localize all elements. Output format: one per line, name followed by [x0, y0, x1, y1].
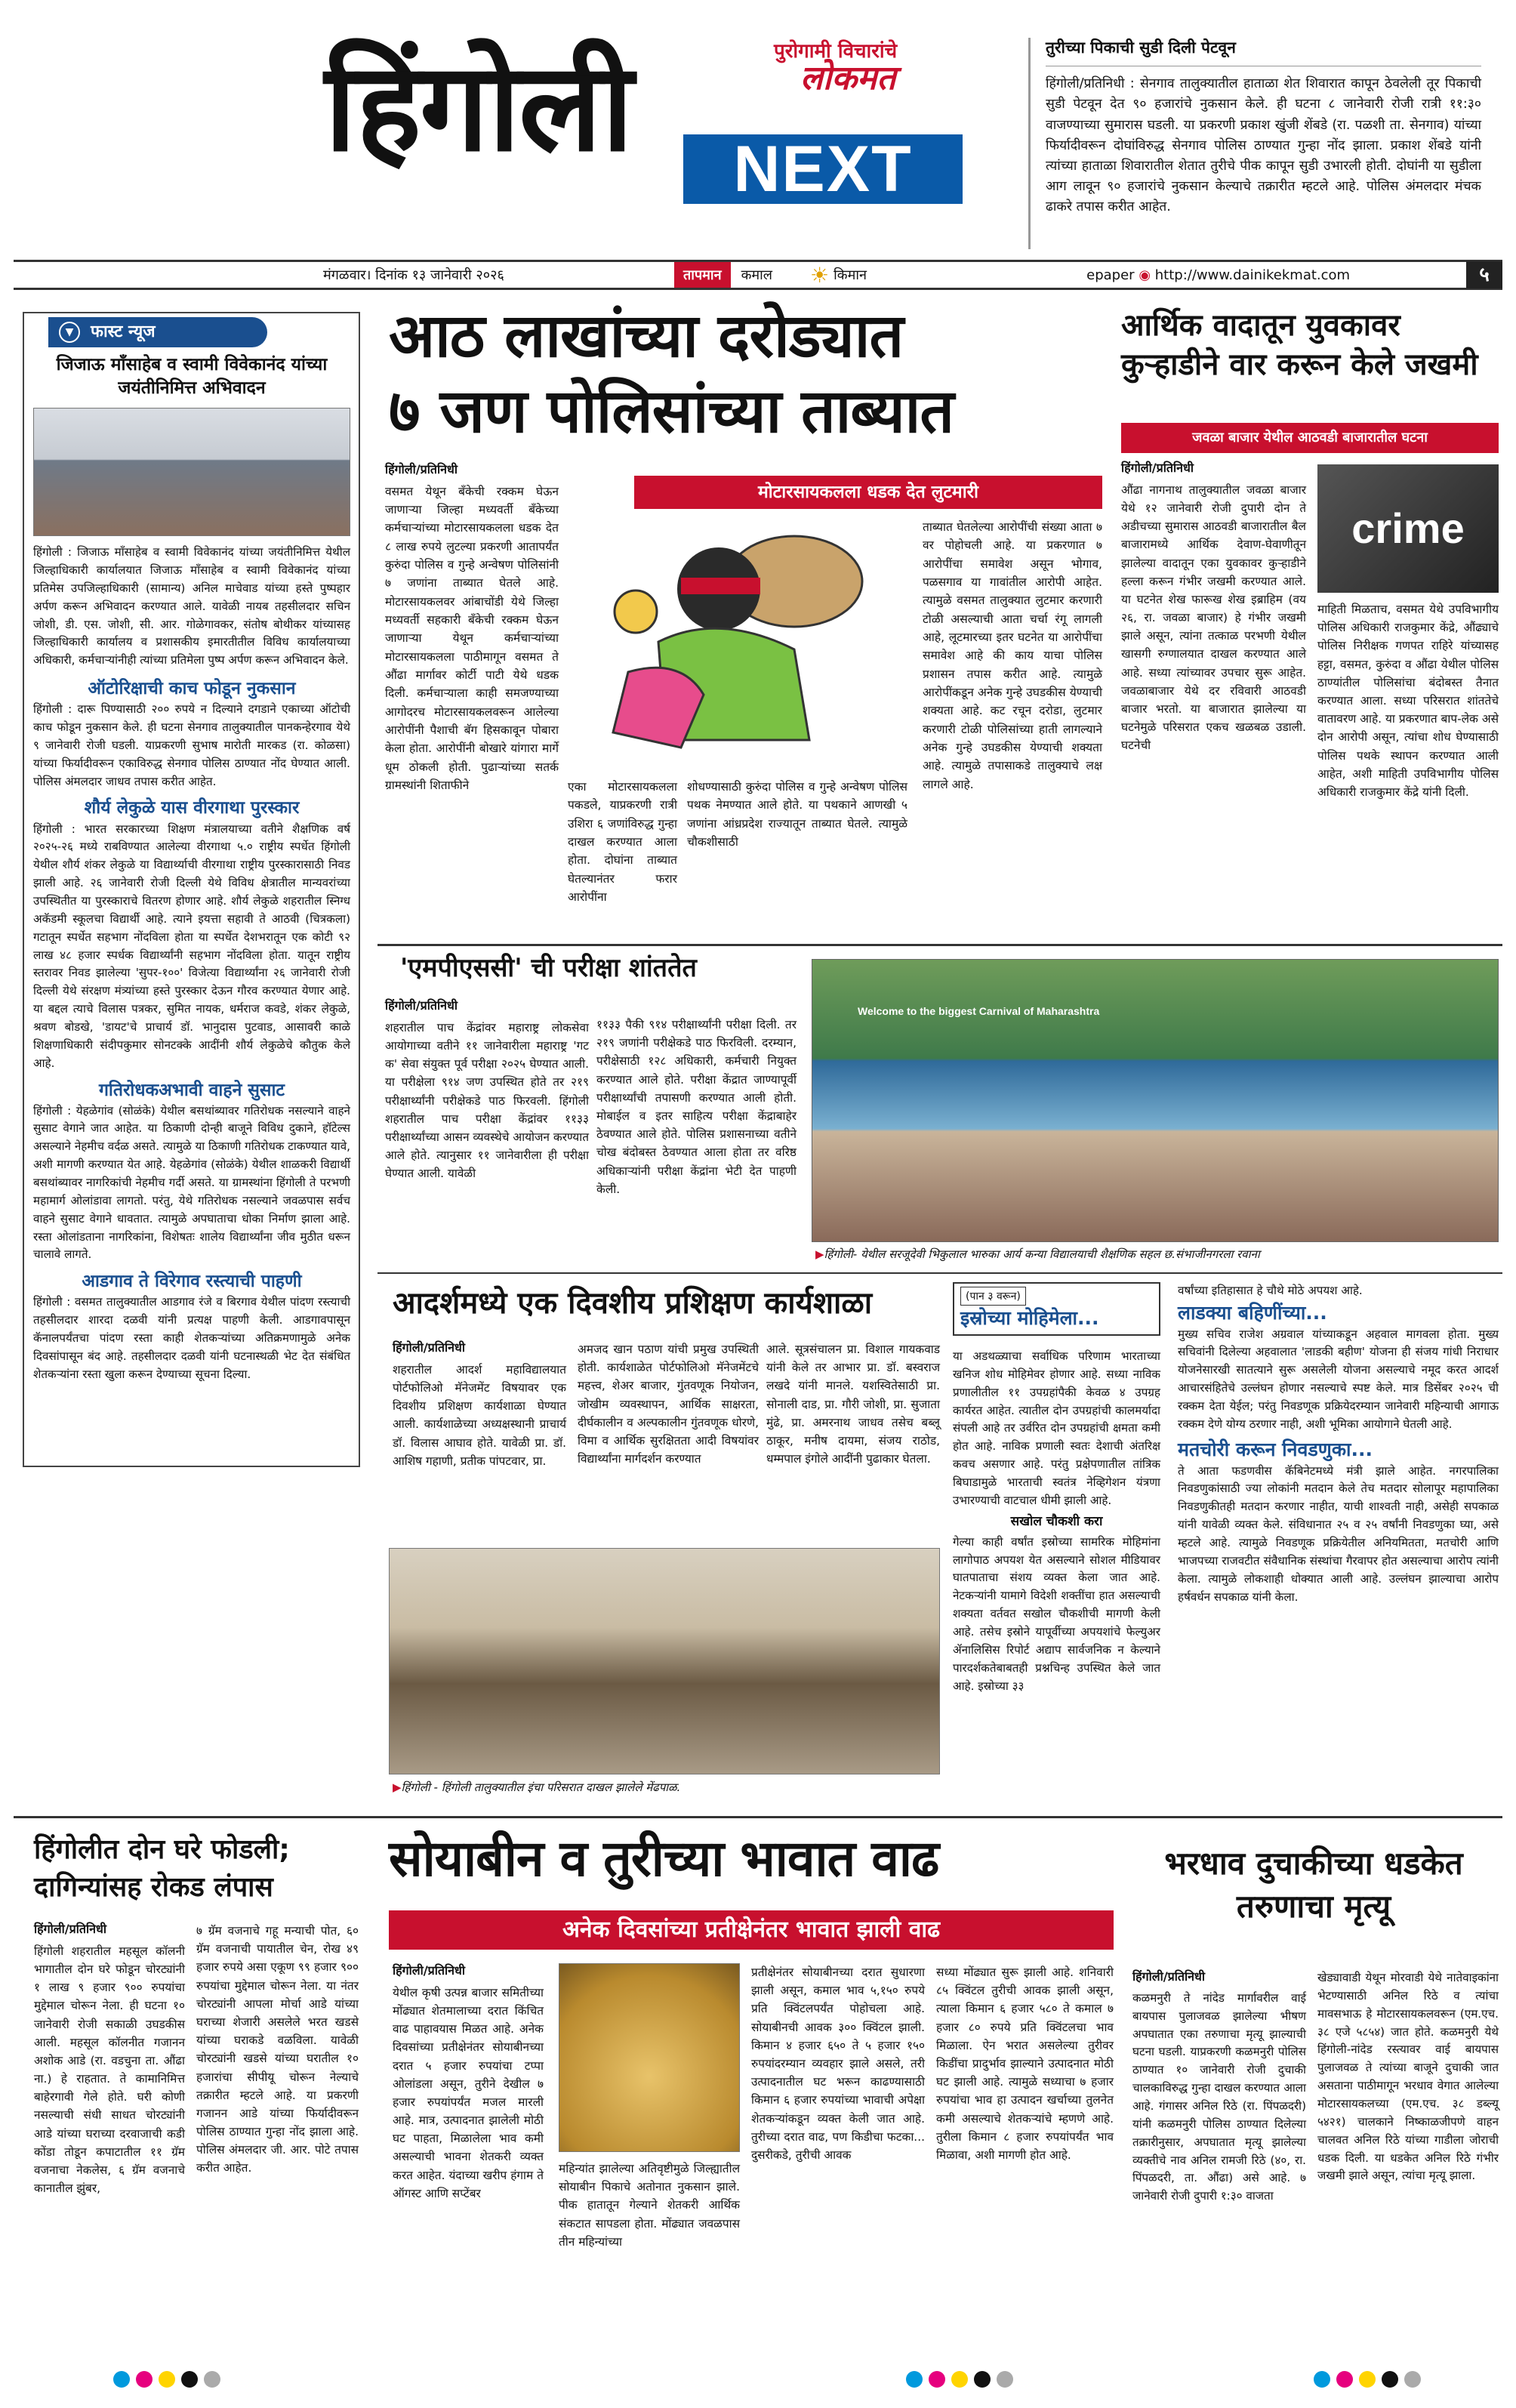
photo-banner-text: Welcome to the biggest Carnival of Maharashtra — [858, 1005, 1100, 1017]
reg-dot-grey — [204, 2371, 220, 2388]
fn-body-1: हिंगोली : जिजाऊ माँसाहेब व स्वामी विवेकानंद यांच्या जयंतीनिमित्त येथील जिल्हाधिकारी कार्यालयात जिजाऊ माँसाहेब व स्वामी विवेकानंद यांच्या प्रतिमेस उपजिल्हाधिकारी (सामान्य) अनिल माचेवाड यांच्या हस्ते पुष्पहार अर्पण करून अभिवादन करण्यात आले. यावेळी नायब तहसीलदार सचिन जोशी, डी. एस. जोशी, सी. आर. गोळेगावकर, संतोष बोथीकर यांच्यासह जिल्हाधिकारी कार्यालय व प्रशासकीय इमारतीतील विविध कार्यालयाच्या अधिकारी, कर्मचाऱ्यांनीही त्यांच्या प्रतिमेला पुष्प अर्पण करून अभिवादन केले. — [33, 545, 350, 668]
ladki-top-line: वर्षांच्या इतिहासात हे चौथे मोठे अपयश आहे. — [1178, 1284, 1363, 1297]
reg-dot-yellow-3 — [1359, 2371, 1376, 2388]
reg-dot-grey-3 — [1404, 2371, 1421, 2388]
sheep-herd-photo — [389, 1548, 940, 1774]
lead-body-4: ताब्यात घेतलेल्या आरोपींची संख्या आता ७ वर पोहोचली आहे. या प्रकरणात ७ आरोपींचा समावेश असून भोगाव, पळसगाव या गावांतील आरोपी आहेत. त्यामुळे वसमत तालुक्यात लुटमार करणारी टोळी असल्याची आता चर्चा रंगू लागली आहे, लूटमारच्या इतर घटनेत या आरोपींचा समावेश आहे की काय याचा पोलिस प्रशासन तपास करीत आहे. त्यामुळे आरोपींकडून अनेक गुन्हे उघडकीस येण्याची शक्यता आहे. कट रचून दरोडा, लुटमार करणारी टोळी पोलिसांच्या हाती लागल्याने अनेक गुन्हे उघडकीस येण्याची शक्यता आहे. त्यामुळे तपासाकडे तालुक्याचे लक्ष लागले आहे. — [923, 520, 1102, 791]
right1-byline: हिंगोली/प्रतिनिधी — [1121, 461, 1194, 475]
reg-dot-black-2 — [974, 2371, 991, 2388]
reg-dot-cyan-2 — [906, 2371, 923, 2388]
reg-dot-yellow-2 — [951, 2371, 968, 2388]
crime-photo: crime — [1317, 464, 1499, 593]
page-number: ५ — [1466, 261, 1502, 288]
right1-body-2: माहिती मिळताच, वसमत येथे उपविभागीय पोलिस अधिकारी राजकुमार केंद्रे, औंढ्याचे पोलिस निरीक्षक गणपत राहिरे यांच्यासह हट्टा, वसमत, कुरुंदा व औंढा येथील पोलिस ठाण्यांतील पोलिसांचा बंदोबस्त तैनात करण्यात आला. सध्या परिसरात शांततेचे वातावरण आहे. या प्रकरणात बाप-लेक असे दोन आरोपी असून, त्यांचा शोध घेण्यासाठी पोलिस पथके स्थापन करण्यात आली आहेत, अशी माहिती उपविभागीय पोलिस अधिकारी राजकुमार केंद्रे यांनी दिली. — [1317, 603, 1499, 799]
soy-byline: हिंगोली/प्रतिनिधी — [393, 1963, 466, 1978]
sheep-caption-text: हिंगोली - हिंगोली तालुक्यातील इंचा परिसरात दाखल झालेले मेंढपाळ. — [401, 1781, 681, 1794]
robbery-headline: हिंगोलीत दोन घरे फोडली; दागिन्यांसह रोकड लंपास — [34, 1834, 290, 1904]
workshop-col-3 — [766, 1340, 940, 1468]
top-side-body: हिंगोली/प्रतिनिधी : सेनगाव तालुक्यातील हाताळा शेत शिवारात कापून ठेवलेली तूर पिकाची सुडी पेटवून देत ९० हजारांचे नुकसान केले. ही घटना ८ जानेवारी रोजी रात्री ११:३० वाजण्याच्या सुमारास घडली. या प्रकरणी प्रकाश खुंजी शेंबडे (रा. पळशी ता. सेनगाव) यांच्या फिर्यादीवरून दोघांविरुद्ध सेनगाव पोलिस ठाण्यात गुन्हा नोंद झाला. प्रकाश शेंबडे यांनी त्यांच्या हाताळा शिवारातील शेतात तुरीचे पीक कापून सुडी उभारली होती. दोघांनी या सुडीला आग लावून ९० हजारांचे नुकसान केल्याचे तक्रारीत म्हटले आहे. पोलिस अंमलदार मंचक ढाकरे तपास करीत आहेत. — [1046, 76, 1481, 215]
sheep-caption — [393, 1781, 940, 1796]
registration-marks-right — [1314, 2371, 1427, 2391]
right1-body-1: औंढा नागनाथ तालुक्यातील जवळा बाजार येथे १२ जानेवारी रोजी दुपारी दोन ते अडीचच्या सुमारास आठवडी बाजारातील बैल बाजारामध्ये आर्थिक देवाण-घेवाणीतून झालेल्या वादातून एका युवकावर कुऱ्हाडीने हल्ला करून गंभीर जखमी करण्यात आले. या घटनेत शेख फारूख शेख इब्राहिम (वय २६, रा. जवळा बाजार) हे गंभीर जखमी झाले असून, त्यांना तत्काळ परभणी येथील खासगी रुग्णालयात दाखल करण्यात आले आहे. सध्या त्यांच्यावर उपचार सुरू आहेत. जवळाबाजार येथे दर रविवारी आठवडी बाजार भरतो. या बाजारात झालेल्या या घटनेमुळे परिसरात एकच खळबळ उडाली. घटनेची — [1121, 483, 1306, 753]
vote-theft-body: ते आता फडणवीस कॅबिनेटमध्ये मंत्री झाले आहेत. नगरपालिका निवडणुकांसाठी ज्या लोकांनी मतदान केले तेच मतदार सोलापूर महापालिका निवडणुकीतही मतदान करणार नाहीत, याची शाश्वती नाही, असेही सपकाळ यांनी यावेळी व्यक्त केले. संविधानात २५ व २५ वर्षांनी निवडणुका घ्या, असे म्हटले आहे. त्यामुळे निवडणूक प्रक्रियेतील अनियमितता, मतचोरी आणि भाजपच्या राजवटीत संवैधानिक संस्थांचा गैरवापर होत असल्याचा आरोप त्यांनी केला. त्यामुळे लोकशाही धोक्यात आली आहे. उल्लंघन झाल्याचा आरोप हर्षवर्धन सपकाळ यांनी केला. — [1178, 1463, 1499, 1604]
soy-col-1 — [393, 1963, 544, 2203]
caption-arrow-icon: ▶ — [815, 1247, 824, 1261]
lead-red-band: मोटारसायकलला धडक देत लुटमारी — [634, 476, 1102, 509]
lead-headline-1: आठ लाखांच्या दरोड्यात — [389, 301, 904, 371]
soy-col-2 — [559, 2160, 740, 2251]
robber-cartoon-icon — [568, 521, 907, 770]
chevron-down-icon: ▼ — [59, 322, 80, 343]
lead-col-4 — [923, 518, 1102, 794]
registration-marks-left — [113, 2371, 226, 2391]
lead-col-2 — [568, 778, 677, 906]
reg-dot-grey-2 — [997, 2371, 1013, 2388]
fn-headline-1: जिजाऊ माँसाहेब व स्वामी विवेकानंद यांच्या जयंतीनिमित्त अभिवादन — [56, 355, 328, 399]
mpsc-col-2 — [596, 1016, 797, 1198]
masthead-next-logo: NEXT — [683, 134, 963, 204]
ladki-body: मुख्य सचिव राजेश अग्रवाल यांच्याकडून अहवाल मागवला होता. मुख्य सचिवांनी दिलेल्या अहवालात 'लाडकी बहीण' योजना ही संजय गांधी निराधार योजनेसारखी सातत्याने सुरू असलेली योजना असल्याचे नमूद करत आदर्श आचारसंहितेचे उल्लंघन होणार नसल्याचे स्पष्ट केले. मात्र डिसेंबर २०२५ ची रक्कम देता येईल; परंतु निवडणूक प्रक्रियेदरम्यान जानेवारी महिन्याची आगाऊ रक्कम देणे योग्य ठरणार नाही, अशी भूमिका आयोगाने घेतली आहे. — [1178, 1327, 1499, 1431]
robbery-col-2 — [196, 1922, 359, 2178]
accident-byline: हिंगोली/प्रतिनिधी — [1132, 1969, 1206, 1984]
workshop-col-2 — [578, 1340, 759, 1468]
school-trip-photo — [812, 959, 1499, 1242]
soy-body-1: येथील कृषी उत्पन्न बाजार समितीच्या मोंढ्यात शेतमालाच्या दरात किंचित वाढ पाहावयास मिळत आहे. अनेक दिवसांच्या प्रतीक्षेनंतर सोयाबीनच्या दरात ५ हजार रुपयांचा टप्पा ओलांडला असून, तुरीने देखील ७ हजार रुपयांपर्यंत मजल मारली आहे. मात्र, उत्पादनात झालेली मोठी घट पाहता, मिळालेला भाव कमी असल्याची भावना शेतकरी व्यक्त करत आहेत. यंदाच्या खरीप हंगाम ते ऑगस्ट आणि सप्टेंबर — [393, 1985, 544, 2200]
separator-2 — [377, 1272, 1502, 1274]
reg-dot-magenta-2 — [929, 2371, 945, 2388]
fn-headline-4: गतिरोधकअभावी वाहने सुसाट — [98, 1080, 285, 1100]
top-side-story — [1028, 38, 1481, 249]
soy-body-4: सध्या मोंढ्यात सुरू झाली आहे. शनिवारी ८५ क्विंटल तुरीची आवक झाली असून, त्याला किमान ६ हजार ५८० ते कमाल ७ हजार ८० रुपये प्रति क्विंटलचा भाव मिळाला. ऐन भरात असलेल्या तुरीवर किडींचा प्रादुर्भाव झाल्याने उत्पादनात मोठी घट झाली आहे. त्यामुळे सध्याचा ७ हजार रुपयांचा भाव हा उत्पादन खर्चाच्या तुलनेत कमी असल्याचे शेतकऱ्यांचे म्हणणे आहे. तुरीला किमान ८ हजार रुपयांपर्यंत भाव मिळावा, अशी मागणी होत आहे. — [936, 1966, 1114, 2162]
masthead-slogan: पुरोगामी विचारांचे — [774, 40, 898, 63]
lead-body-2: एका मोटारसायकलला पकडले, याप्रकरणी रात्री उशिरा ६ जणांविरुद्ध गुन्हा दाखल करण्यात आला होता. दोघांना ताब्यात घेतल्यानंतर फरार आरोपींना — [568, 780, 677, 904]
reg-dot-magenta-3 — [1336, 2371, 1353, 2388]
school-trip-caption — [815, 1247, 1499, 1263]
soy-body-2: महिन्यांत झालेल्या अतिवृष्टीमुळे जिल्ह्यातील सोयाबीन पिकाचे अतोनात नुकसान झाले. पीक हातातून गेल्याने शेतकरी आर्थिक संकटात सापडला होता. मोंढ्यात जवळपास तीन महिन्यांच्या — [559, 2162, 740, 2249]
isro-body-2: गेल्या काही वर्षांत इस्रोच्या सामरिक मोहिमांना लागोपाठ अपयश येत असल्याने सोशल मीडियावर घातपाताचा संशय व्यक्त केला जात आहे. नेटकऱ्यांनी यामागे विदेशी शक्तींचा हात असल्याची शक्यता वर्तवत सखोल चौकशीची मागणी केली आहे. तसेच इस्रोने यापूर्वीच्या अपयशांचे फेल्युअर ॲनालिसिस रिपोर्ट अद्याप सार्वजनिक न केल्याने पारदर्शकतेबाबतही प्रश्नचिन्ह उपस्थित केले जात आहे. इस्रोच्या ३३ — [953, 1534, 1160, 1693]
accident-col-1 — [1132, 1969, 1306, 2206]
lead-body-1: वसमत येथून बँकेची रक्कम घेऊन जाणाऱ्या जिल्हा मध्यवर्ती बँकेच्या कर्मचाऱ्यांच्या मोटारसायकलला धडक देत ८ लाख रुपये लुटल्या प्रकरणी आतापर्यंत कुरुंदा पोलिस व गुन्हे अन्वेषण पोलिसांनी ७ जणांना ताब्यात घेतले आहे. मोटारसायकलवर आंबाचोंडी येथे जिल्हा मध्यवर्ती सहकारी बँकेची रक्कम घेऊन जाणाऱ्या येथून कर्मचाऱ्यांच्या मोटारसायकलला पाठीमागून वसमत ते औंढा मार्गावर कोर्टी पाटी येथे धडक दिली. कर्मचाऱ्याला काही समजण्याच्या आगोदरच मोटारसायकलवरून आलेल्या आरोपींनी पैशाची बॅग हिसकावून पोबारा केला होता. आरोपींनी बोखारे यांगारा मार्गे धूम ठोकली होती. पुढाऱ्यांच्या सतर्क ग्रामस्थांनी शिताफीने — [385, 484, 559, 793]
soybean-photo — [559, 1963, 740, 2152]
reg-dot-cyan-3 — [1314, 2371, 1330, 2388]
continued-box — [953, 1282, 1160, 1336]
school-trip-caption-text: हिंगोली- येथील सरजूदेवी भिकुलाल भारुका आर्य कन्या विद्यालयाची शैक्षणिक सहल छ.संभाजीनगरला रवाना — [824, 1247, 1260, 1261]
epaper-label — [1086, 267, 1350, 283]
fast-news-label: फास्ट न्यूज — [91, 322, 156, 341]
fn-body-2: हिंगोली : दारू पिण्यासाठी २०० रुपये न दिल्याने दगडाने एकाच्या ऑटोची काच फोडून नुकसान केले. ही घटना सेनगाव तालुक्यातील पानकन्हेरगाव येथे ९ जानेवारी रोजी घडली. याप्रकरणी सुभाष मारोती मारकड (रा. कोळसा) यांच्या फिर्यादीवरून एकाविरुद्ध सेनगाव पोलिस ठाण्यात नोंद घेण्यात आली. पोलिस अंमलदार जाधव तपास करीत आहेत. — [33, 702, 350, 788]
soy-headline: सोयाबीन व तुरीच्या भावात वाढ — [389, 1830, 939, 1888]
max-temp-label: कमाल — [741, 267, 773, 283]
separator-1 — [377, 944, 1502, 946]
soy-col-4 — [936, 1963, 1114, 2164]
fn-body-5: हिंगोली : वसमत तालुक्यातील आडगाव रंजे व बिरगाव येथील पांदण रस्त्याची तहसीलदार शारदा दळवी यांनी प्रत्यक्ष पाहणी केली. आडगावपासून कॅनालपर्यंतचा पांदण रस्ता काही शेतकऱ्यांच्या अतिक्रमणामुळे अनेक दिवसांपासून बंद आहे. तहसीलदार दळवी यांनी घटनास्थळी भेट देत संबंधित शेतकऱ्यांना रस्ता खुला करून देण्याच्या सूचना दिल्या. — [33, 1295, 350, 1381]
reg-dot-black — [181, 2371, 198, 2388]
isro-col — [953, 1348, 1160, 1695]
robbery-col-1 — [34, 1922, 185, 2197]
right1-col-2 — [1317, 600, 1499, 801]
mpsc-body-1: शहरातील पाच केंद्रांवर महाराष्ट्र लोकसेवा आयोगाच्या वतीने ११ जानेवारीला महाराष्ट्र 'गट क' सेवा संयुक्त पूर्व परीक्षा २०२५ घेण्यात आली. या परीक्षेला ९१४ जण उपस्थित होते तर २१९ परीक्षार्थ्यांनी परीक्षेकडे पाठ फिरवली. हिंगोली शहरातील पाच परीक्षा केंद्रांवर ११३३ परीक्षार्थ्यांच्या आसन व्यवस्थेचे आयोजन करण्यात आले होते. त्यानुसार ११ जानेवारीला ही परीक्षा घेण्यात आली. यावेळी — [385, 1020, 589, 1181]
robbery-body-2: ७ ग्रॅम वजनाचे गहू मन्याची पोत, ६० ग्रॅम वजनाची पायातील चेन, रोख ४९ हजार रुपये असा एकूण ९९ हजार ९०० रुपयांचा मुद्देमाल चोरून नेला. या नंतर चोरट्यांनी आपला मोर्चा आडे यांच्या घराच्या शेजारी असलेले भरत खडसे यांच्या घराकडे वळविला. यावेळी चोरट्यांनी खडसे यांच्या घरातील १० हजारांचा सीपीयू चोरून नेल्याचे तक्रारीत म्हटले आहे. या प्रकरणी गजानन आडे यांच्या फिर्यादीवरून पोलिस ठाण्यात गुन्हा नोंद झाला आहे. पोलिस अंमलदार जी. आर. पोटे तपास करीत आहेत. — [196, 1924, 359, 2175]
reg-dot-magenta — [136, 2371, 153, 2388]
fn-body-3: हिंगोली : भारत सरकारच्या शिक्षण मंत्रालयाच्या वतीने शैक्षणिक वर्ष २०२५-२६ मध्ये राबविण्यात आलेल्या वीरगाथा ५.० राष्ट्रीय स्पर्धेत हिंगोली येथील शौर्य शंकर लेकुळे या विद्यार्थ्याची वीरगाथा राष्ट्रीय पुरस्कारासाठी निवड झाली आहे. २६ जानेवारी रोजी दिल्ली येथे विविध क्षेत्रातील मान्यवरांच्या उपस्थितीत या पुरस्काराचे वितरण होणार आहे. शौर्य लेकुळे शहरातील स्निग्ध अकॅडमी स्कूलचा विद्यार्थी आहे. त्याने इयत्ता सहावी ते आठवी (चित्रकला) गटातून स्पर्धेत सहभाग नोंदविला होता या स्पर्धेत देशभरातून एक कोटी ९२ लाख ४८ हजार स्पर्धक विद्यार्थ्यांनी सहभाग नोंदविला होता. यातून राष्ट्रीय स्तरावर निवड झालेल्या 'सुपर-१००' विजेत्या विद्यार्थ्यांना २६ जानेवारी रोजी दिल्ली येथे संरक्षण मंत्र्यांच्या हस्ते पुरस्कार देऊन गौरव करण्यात येणार आहे. या बद्दल त्याचे विलास पत्रकर, सुमित नायक, धर्मराज कवडे, शंकर लेकुळे, श्रवण बोडखे, 'डायट'चे प्राचार्य डॉ. भानुदास पुटवाड, आसावरी काळे शिक्षणाधिकारी संदीपकुमार सोनटक्के आदींनी शौर्य लेकुळेचे कौतुक केले आहे. — [33, 822, 350, 1070]
reg-dot-cyan — [113, 2371, 130, 2388]
website-link[interactable]: http://www.dainikekmat.com — [1154, 267, 1351, 283]
ladki-col — [1178, 1282, 1499, 1606]
workshop-body-3: आले. सूत्रसंचालन प्रा. विशाल गायकवाड यांनी केले तर आभार प्रा. डॉ. बस्वराज लखदे यांनी मानले. यशस्वितेसाठी प्रा. सोनाली दाड, प्रा. गौरी जोशी, प्रा. सुजाता मुंढे, प्रा. अमरनाथ जाधव तसेच बब्लू ठाकूर, मनीष दायमा, संजय राठोड, धम्मपाल इंगोले आदींनी पुढाकार घेतला. — [766, 1343, 940, 1466]
temperature-label: तापमान — [674, 262, 731, 288]
fn-headline-2: ऑटोरिक्षाची काच फोडून नुकसान — [88, 679, 296, 699]
mpsc-body-2: ११३३ पैकी ९१४ परीक्षार्थ्यांनी परीक्षा दिली. तर २१९ जणांनी परीक्षेकडे पाठ फिरविली. दरम्यान, परीक्षेसाठी १२८ अधिकारी, कर्मचारी नियुक्त करण्यात आले होते. परीक्षा केंद्रात जाण्यापूर्वी परीक्षार्थ्यांची तपासणी करण्यात आली होती. मोबाईल व इतर साहित्य परीक्षा केंद्राबाहेर ठेवण्यात आले होते. पोलिस प्रशासनाच्या वतीने चोख बंदोबस्त ठेवण्यात आला होता तर वरिष्ठ अधिकाऱ्यांनी परीक्षा केंद्रांना भेटी देत पाहणी केली. — [596, 1018, 797, 1196]
epaper-icon: ◉ — [1139, 267, 1151, 283]
soy-red-band: अनेक दिवसांच्या प्रतीक्षेनंतर भावात झाली वाढ — [389, 1910, 1114, 1950]
workshop-headline: आदर्शमध्ये एक दिवशीय प्रशिक्षण कार्यशाळा — [393, 1286, 873, 1321]
robbery-byline: हिंगोली/प्रतिनिधी — [34, 1922, 107, 1936]
isro-body-1: या अडथळ्याचा सर्वाधिक परिणाम भारताच्या खनिज शोध मोहिमेवर होणार आहे. सध्या नाविक प्रणालीतील ११ उपग्रहांपैकी केवळ ४ उपग्रह कार्यरत आहेत. त्यातील दोन उपग्रहांची कालमर्यादा संपली आहे तर उर्वरित दोन उपग्रहांची क्षमता कमी होत आहे. नाविक प्रणाली स्वतः देशाची अंतरिक्ष कवच असणार आहे. परंतु प्रक्षेपणातील तांत्रिक बिघाडामुळे भारताची स्वतंत्र नेव्हिगेशन यंत्रणा उभारण्याची वाटचाल धीमी झाली आहे. — [953, 1349, 1160, 1507]
soy-col-3 — [751, 1963, 925, 2164]
lead-col-1 — [385, 462, 559, 794]
reg-dot-yellow — [159, 2371, 175, 2388]
accident-headline: भरधाव दुचाकीच्या धडकेत तरुणाचा मृत्यू — [1164, 1845, 1463, 1925]
min-temp-label: किमान — [833, 267, 867, 283]
fn-body-4: हिंगोली : येहळेगांव (सोळंके) येथील बसथांब्यावर गतिरोधक नसल्याने वाहने सुसाट वेगाने जात आहेत. या ठिकाणी दोन्ही बाजूने विविध दुकाने, हॉटेल्स असल्याने नेहमीच वर्दळ असते. त्यामुळे या ठिकाणी गतिरोधक टाकण्यात यावे, अशी मागणी करण्यात येत आहे. येहळेगांव (सोळंके) येथील शाळकरी विद्यार्थी बसथांब्यावर नागरिकांची नेहमीच गर्दी असते. या ग्रामस्थांना हिंगोली ते परभणी महामार्ग ओलांडावा लागतो. परंतु, येथे गतिरोधक नसल्याने जवळपास सर्वच वाहने सुसाट वेगाने धावतात. त्यामुळे अपघाताचा धोका निर्माण झाला आहे. रस्ता ओलांडताना नागरिकांना, विशेषतः शालेय विद्यार्थ्यांना जीव मुठीत धरून चालावे लागते. — [33, 1103, 350, 1262]
caption-arrow-icon-2: ▶ — [393, 1781, 402, 1794]
right1-red-band: जवळा बाजार येथील आठवडी बाजारातील घटना — [1121, 423, 1499, 453]
lead-col-3 — [687, 778, 907, 851]
right1-headline: आर्थिक वादातून युवकावर कुऱ्हाडीने वार करून केले जखमी — [1121, 308, 1478, 382]
accident-body-1: कळमनुरी ते नांदेड मार्गावरील वाई बायपास पुलाजवळ झालेल्या भीषण अपघातात एका तरुणाचा मृत्यू झाल्याची घटना घडली. याप्रकरणी कळमनुरी पोलिस ठाण्यात १० जानेवारी रोजी दुचाकी चालकाविरुद्ध गुन्हा दाखल करण्यात आला आहे. गंगासर अनिल रिठे (रा. पिंपळदरी) यांनी कळमनुरी पोलिस ठाण्यात दिलेल्या तक्रारीनुसार, अपघातात मृत्यू झालेल्या व्यक्तीचे नाव अनिल रामजी रिठे (४०, रा. पिंपळदरी, ता. औंढा) असे आहे. ७ जानेवारी रोजी दुपारी १:३० वाजता — [1132, 1990, 1306, 2203]
right1-col-1 — [1121, 461, 1306, 755]
separator-3 — [14, 1816, 1502, 1818]
isro-headline: इस्रोच्या मोहिमेला... — [960, 1307, 1099, 1329]
dateline-bar — [14, 260, 1502, 290]
lead-byline: हिंगोली/प्रतिनिधी — [385, 462, 458, 476]
mpsc-headline: 'एमपीएससी' ची परीक्षा शांततेत — [400, 953, 697, 983]
mpsc-col-1 — [385, 998, 589, 1182]
reg-dot-black-3 — [1382, 2371, 1398, 2388]
fast-news-header — [48, 317, 267, 347]
fast-news-column — [33, 353, 350, 1384]
fn-headline-3: शौर्य लेकुळे यास वीरगाथा पुरस्कार — [84, 798, 300, 819]
soy-body-3: प्रतीक्षेनंतर सोयाबीनच्या दरात सुधारणा झाली असून, कमाल भाव ५,१५० रुपये प्रति क्विंटलपर्यंत पोहोचला आहे. सोयाबीनची आवक ३०० क्विंटल झाली. किमान ४ हजार ६५० ते ५ हजार १५० रुपयांदरम्यान व्यवहार झाले असले, तरी उत्पादनातील घट भरून काढण्यासाठी किमान ६ हजार रुपयांच्या भावाची अपेक्षा शेतकऱ्यांकडून व्यक्त केली जात आहे. तुरीच्या दरात वाढ, पण किडीचा फटका... दुसरीकडे, तुरीची आवक — [751, 1966, 925, 2162]
fn-headline-5: आडगाव ते विरेगाव रस्त्याची पाहणी — [82, 1272, 302, 1292]
lead-headline-2: ७ जण पोलिसांच्या ताब्यात — [389, 376, 954, 446]
accident-body-2: खेड्यावाडी येथून मोरवाडी येथे नातेवाइकांना भेटण्यासाठी अनिल रिठे व त्यांचा मावसभाऊ हे मोटारसायकलवरून (एम.एच. ३८ एजे ५८५४) जात होते. कळमनुरी येथे हिंगोली-नांदेड रस्त्यावर वाई बायपास पुलाजवळ ते त्यांच्या बाजूने दुचाकी जात असताना पाठीमागून भरधाव वेगात आलेल्या मोटारसायकलच्या (एम.एच. ३८ डब्ल्यू ५४२१) चालकाने निष्काळजीपणे वाहन चालवत अनिल रिठे यांच्या गाडीला जोराची धडक दिली. या धडकेत अनिल रिठे गंभीर जखमी झाले असून, त्यांचा मृत्यू झाला. — [1317, 1971, 1499, 2183]
issue-date: मंगळवार। दिनांक १३ जानेवारी २०२६ — [323, 267, 504, 283]
registration-marks-center — [906, 2371, 1019, 2391]
workshop-byline: हिंगोली/प्रतिनिधी — [393, 1340, 466, 1355]
workshop-col-1 — [393, 1340, 566, 1470]
lead-cartoon-illustration — [568, 521, 907, 770]
isro-subhead: सखोल चौकशी करा — [1010, 1513, 1103, 1529]
workshop-body-2: अमजद खान पठाण यांची प्रमुख उपस्थिती होती. कार्यशाळेत पोर्टफोलिओ मॅनेजमेंटचे महत्त्व, शेअर बाजार, गुंतवणूक नियोजन, जोखीम व्यवस्थापन, आर्थिक साक्षरता, दीर्घकालीन व अल्पकालीन गुंतवणूक धोरणे, विमा व आर्थिक सुरक्षितता आदी विषयांवर विद्यार्थ्यांना मार्गदर्शन करण्यात — [578, 1343, 759, 1466]
lead-body-3: शोधण्यासाठी कुरुंदा पोलिस व गुन्हे अन्वेषण पोलिस पथक नेमण्यात आले होते. या पथकाने आणखी ५ जणांना आंध्रप्रदेश राज्यातून ताब्यात घेतले. त्यामुळे चौकशीसाठी — [687, 780, 907, 849]
masthead-lokmat: लोकमत — [800, 59, 896, 97]
mpsc-byline: हिंगोली/प्रतिनिधी — [385, 998, 458, 1013]
accident-col-2 — [1317, 1969, 1499, 2185]
continued-tag: (पान ३ वरून) — [960, 1287, 1026, 1306]
robbery-body-1: हिंगोली शहरातील महसूल कॉलनी भागातील दोन घरे फोडून चोरट्यांनी १ लाख ९ हजार ९०० रुपयांचा मुद्देमाल चोरून नेला. ही घटना १० जानेवारी रोजी सकाळी उघडकीस आली. महसूल कॉलनीत गजानन अशोक आडे (रा. वडचुना ता. औंढा ना.) हे राहतात. ते कामानिमित्त बाहेरगावी गेले होते. घरी कोणी नसल्याची संधी साधत चोरट्यांनी आडे यांच्या घराच्या दरवाजाची कडी कोंडा तोडून कपाटातील ११ ग्रॅम वजनाचा नेकलेस, ६ ग्रॅम वजनाचे कानातील झुंबर, — [34, 1944, 185, 2196]
sun-icon: ☀ — [810, 262, 830, 288]
workshop-body-1: शहरातील आदर्श महाविद्यालयात पोर्टफोलिओ मॅनेजमेंट विषयावर एक दिवशीय प्रशिक्षण कार्यशाळा घेण्यात आली. कार्यशाळेच्या अध्यक्षस्थानी प्राचार्य डॉ. विलास आघाव होते. यावेळी प्रा. डॉ. आशिष गहाणी, प्रतीक पांपटवार, प्रा. — [393, 1362, 566, 1468]
fn-photo-jayanti — [33, 408, 350, 536]
ladki-headline: लाडक्या बहिणींच्या... — [1178, 1301, 1327, 1324]
epaper-text: epaper — [1086, 267, 1135, 283]
vote-theft-headline: मतचोरी करून निवडणुका... — [1178, 1438, 1373, 1460]
masthead-title: हिंगोली — [325, 37, 632, 179]
top-side-headline: तुरीच्या पिकाची सुडी दिली पेटवून — [1046, 38, 1481, 66]
